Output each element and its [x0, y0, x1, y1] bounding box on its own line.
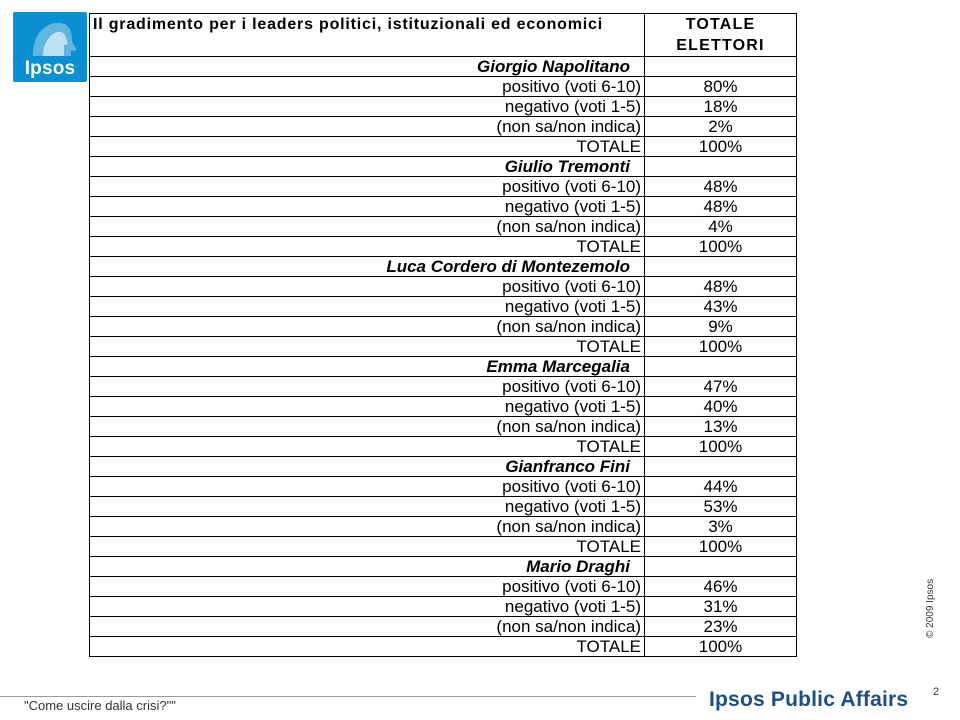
leader-row [90, 457, 797, 477]
row-label: negativo (voti 1-5) [90, 397, 645, 417]
row-label: positivo (voti 6-10) [90, 277, 645, 297]
table-row [90, 97, 797, 117]
table-row [90, 337, 797, 357]
table-row [90, 117, 797, 137]
empty-cell [645, 157, 797, 177]
table-title: Il gradimento per i leaders politici, istituzionali ed economici [90, 14, 645, 57]
row-label: (non sa/non indica) [90, 317, 645, 337]
table-row [90, 317, 797, 337]
table-row [90, 517, 797, 537]
row-value: 46% [645, 577, 797, 597]
row-label: TOTALE [90, 237, 645, 257]
row-value: 48% [645, 177, 797, 197]
leader-name: Gianfranco Fini [90, 457, 645, 477]
row-value: 44% [645, 477, 797, 497]
table-row [90, 237, 797, 257]
table-row [90, 177, 797, 197]
leader-name: Emma Marcegalia [90, 357, 645, 377]
row-value: 13% [645, 417, 797, 437]
row-value: 100% [645, 237, 797, 257]
empty-cell [645, 457, 797, 477]
leader-row [90, 57, 797, 77]
row-label: TOTALE [90, 337, 645, 357]
row-value: 80% [645, 77, 797, 97]
footer-divider [0, 696, 696, 697]
row-value: 4% [645, 217, 797, 237]
ipsos-head-icon [13, 12, 87, 58]
table-row [90, 277, 797, 297]
empty-cell [645, 557, 797, 577]
table-header-row [90, 14, 797, 57]
page-number: 2 [933, 686, 940, 698]
row-label: negativo (voti 1-5) [90, 597, 645, 617]
empty-cell [645, 57, 797, 77]
table-row [90, 217, 797, 237]
table-row [90, 477, 797, 497]
table-row [90, 597, 797, 617]
row-value: 31% [645, 597, 797, 617]
table-row [90, 437, 797, 457]
row-label: TOTALE [90, 137, 645, 157]
row-label: positivo (voti 6-10) [90, 377, 645, 397]
row-label: (non sa/non indica) [90, 617, 645, 637]
table-row [90, 577, 797, 597]
row-value: 100% [645, 537, 797, 557]
table-row [90, 197, 797, 217]
row-value: 100% [645, 637, 797, 657]
row-value: 100% [645, 337, 797, 357]
row-value: 3% [645, 517, 797, 537]
row-label: positivo (voti 6-10) [90, 477, 645, 497]
row-value: 40% [645, 397, 797, 417]
row-label: negativo (voti 1-5) [90, 197, 645, 217]
leader-row [90, 557, 797, 577]
row-label: negativo (voti 1-5) [90, 297, 645, 317]
table-row [90, 377, 797, 397]
table-row [90, 397, 797, 417]
column-header: TOTALE ELETTORI [645, 14, 797, 57]
empty-cell [645, 357, 797, 377]
row-label: negativo (voti 1-5) [90, 497, 645, 517]
row-value: 18% [645, 97, 797, 117]
leader-row [90, 257, 797, 277]
row-label: positivo (voti 6-10) [90, 77, 645, 97]
footer-brand: Ipsos Public Affairs [709, 688, 909, 711]
row-value: 100% [645, 437, 797, 457]
row-value: 47% [645, 377, 797, 397]
row-label: TOTALE [90, 437, 645, 457]
leader-name: Giorgio Napolitano [90, 57, 645, 77]
row-label: (non sa/non indica) [90, 117, 645, 137]
row-value: 100% [645, 137, 797, 157]
row-value: 23% [645, 617, 797, 637]
row-label: positivo (voti 6-10) [90, 577, 645, 597]
table-row [90, 537, 797, 557]
row-label: (non sa/non indica) [90, 217, 645, 237]
table-row [90, 637, 797, 657]
row-value: 53% [645, 497, 797, 517]
table-row [90, 137, 797, 157]
row-value: 48% [645, 197, 797, 217]
leader-row [90, 157, 797, 177]
table-row [90, 417, 797, 437]
leader-name: Mario Draghi [90, 557, 645, 577]
row-value: 2% [645, 117, 797, 137]
logo-text: Ipsos [24, 58, 76, 79]
leader-name: Luca Cordero di Montezemolo [90, 257, 645, 277]
copyright-text: © 2009 Ipsos [925, 578, 936, 638]
row-label: TOTALE [90, 637, 645, 657]
row-value: 9% [645, 317, 797, 337]
approval-table [89, 13, 797, 657]
table-row [90, 497, 797, 517]
table-row [90, 617, 797, 637]
row-value: 48% [645, 277, 797, 297]
row-label: (non sa/non indica) [90, 417, 645, 437]
row-value: 43% [645, 297, 797, 317]
footer-caption: "Come uscire dalla crisi?"" [24, 698, 176, 713]
leader-name: Giulio Tremonti [90, 157, 645, 177]
table-row [90, 297, 797, 317]
leader-row [90, 357, 797, 377]
ipsos-logo [13, 12, 87, 82]
row-label: positivo (voti 6-10) [90, 177, 645, 197]
row-label: negativo (voti 1-5) [90, 97, 645, 117]
table-row [90, 77, 797, 97]
row-label: (non sa/non indica) [90, 517, 645, 537]
empty-cell [645, 257, 797, 277]
row-label: TOTALE [90, 537, 645, 557]
